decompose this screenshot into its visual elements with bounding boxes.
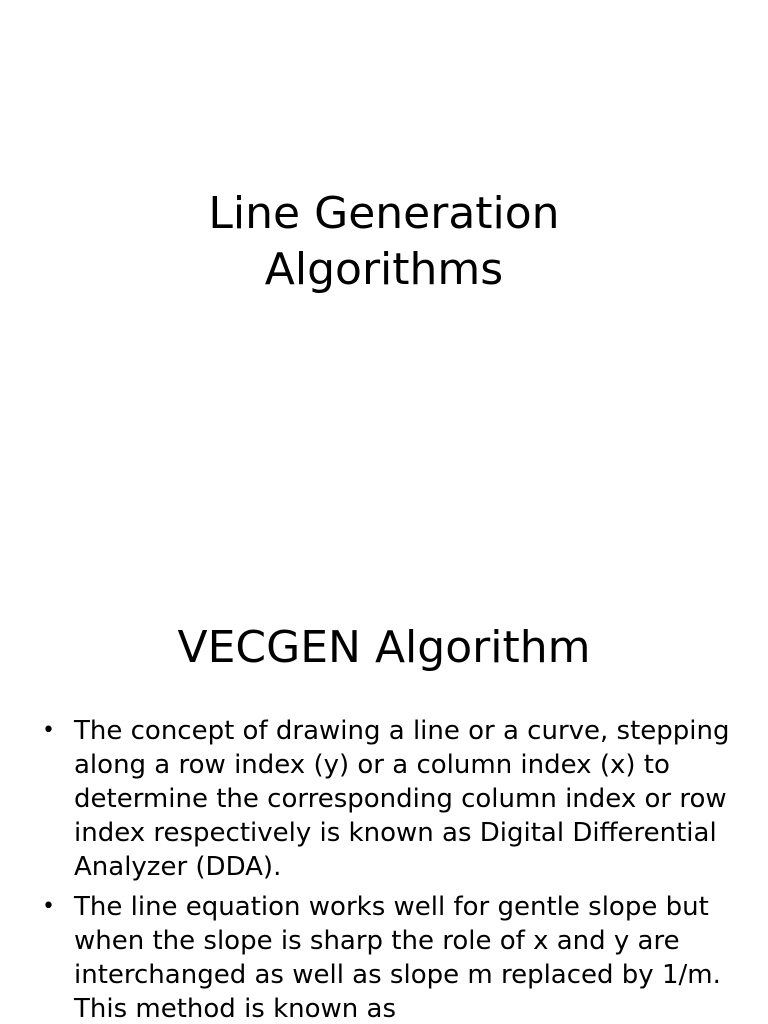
bullet-item-2	[40, 890, 730, 1024]
slide-title	[0, 186, 768, 298]
bullet-list	[40, 714, 730, 1024]
bullet-item-1	[40, 714, 730, 884]
bullet-icon: •	[42, 894, 55, 919]
bullet-text: The concept of drawing a line or a curve, stepping along a row index (y) or a column index (x) to determine the corresponding column index or row index respectively is known as Digital Differential Analyzer (DDA).	[74, 716, 730, 882]
slide-title-line-1: Line Generation	[208, 188, 560, 239]
slide-title-line-2: Algorithms	[264, 244, 504, 295]
bullet-text: The line equation works well for gentle slope but when the slope is sharp the role of x and y are interchanged as well as slope m replaced by 1/m. This method is known as	[74, 892, 721, 1024]
content-slide	[0, 576, 768, 1024]
slide-heading: VECGEN Algorithm	[177, 622, 591, 673]
bullet-icon: •	[42, 718, 55, 743]
